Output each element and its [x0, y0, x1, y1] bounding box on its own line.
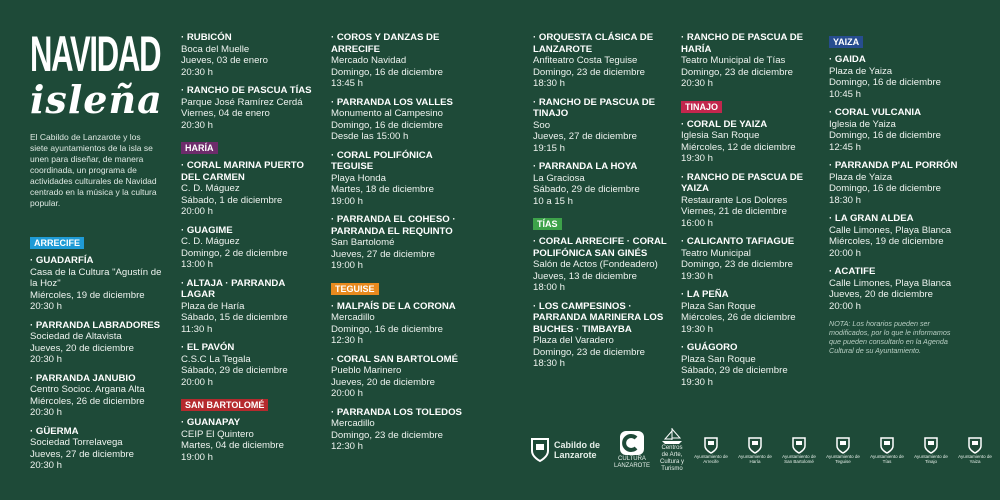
event-item	[331, 97, 471, 143]
event-item	[181, 85, 321, 131]
event-name: · LA GRAN ALDEA	[829, 213, 914, 224]
coat-of-arms-icon	[968, 436, 982, 454]
event-date: Domingo, 23 de diciembre	[681, 259, 793, 270]
coat-of-arms-icon	[792, 436, 806, 454]
event-time: 20:00 h	[181, 206, 214, 217]
event-date: Martes, 04 de diciembre	[181, 440, 284, 451]
event-item	[533, 32, 673, 90]
event-name: · ORQUESTA CLÁSICA DE LANZAROTE	[533, 32, 654, 55]
event-item	[331, 150, 471, 208]
event-time: 12:30 h	[331, 441, 364, 452]
event-time: 20:30 h	[30, 460, 63, 471]
event-time: 20:30 h	[181, 119, 214, 131]
event-place: Plaza San Roque	[681, 353, 756, 365]
centros-ship-icon	[660, 427, 684, 445]
event-item	[533, 97, 673, 155]
event-date: Jueves, 27 de diciembre	[30, 448, 134, 460]
event-place: Salón de Actos (Fondeadero)	[533, 259, 658, 270]
event-item	[331, 354, 471, 400]
event-time: 19:00 h	[181, 451, 214, 463]
event-date: Jueves, 27 de diciembre	[533, 131, 637, 142]
event-item	[30, 255, 170, 313]
event-date: Domingo, 23 de diciembre	[533, 346, 645, 358]
ayuntamiento-logo: Ayuntamiento de Tías	[870, 436, 904, 464]
event-time: 16:00 h	[681, 217, 714, 229]
event-place: Iglesia de Yaiza	[829, 118, 896, 130]
event-name: · CORAL SAN BARTOLOMÉ	[331, 353, 459, 365]
event-name: · GUAGIME	[181, 224, 233, 236]
event-place: Anfiteatro Costa Teguise	[533, 55, 638, 66]
note-text: NOTA: Los horarios pueden ser modificados, por lo que le informamos que pueden consultarlo en la Agenda Cultural de su Ayuntamiento.	[829, 319, 951, 355]
event-name: · LOS CAMPESINOS · PARRANDA MARINERA LOS BUCHES · TIMBAYBA	[533, 300, 664, 335]
event-place: Calle Limones, Playa Blanca	[829, 224, 952, 236]
event-place: Plaza del Varadero	[533, 335, 614, 346]
event-time: 18:30 h	[829, 194, 862, 206]
event-place: Casa de la Cultura "Agustín de la Hoz"	[30, 266, 162, 289]
event-date: Sábado, 1 de diciembre	[181, 194, 283, 206]
event-place: Pueblo Marinero	[331, 365, 402, 376]
event-name: · CORAL POLIFÓNICA TEGUISE	[331, 149, 433, 172]
event-date: Domingo, 16 de diciembre	[829, 183, 941, 194]
ayuntamiento-logo: Ayuntamiento de Arrecife	[694, 436, 728, 464]
event-time: 10 a 15 h	[533, 195, 574, 207]
event-place: Monumento al Campesino	[331, 108, 443, 119]
event-place: Plaza de Haría	[181, 300, 245, 312]
event-date: Jueves, 03 de enero	[181, 55, 268, 66]
event-place: Soo	[533, 119, 551, 131]
event-time: 10:45 h	[829, 88, 862, 100]
event-date: Domingo, 16 de diciembre	[331, 66, 443, 78]
municipality-badge: YAIZA	[829, 36, 863, 48]
event-date: Sábado, 15 de diciembre	[181, 312, 288, 323]
event-time: 18:30 h	[533, 358, 566, 369]
event-place: C. D. Máguez	[181, 236, 240, 247]
coat-of-arms-icon	[748, 436, 762, 454]
event-time: 20:30 h	[30, 354, 63, 365]
event-date: Miércoles, 26 de diciembre	[30, 395, 145, 407]
centros-logo: Centros de Arte, Cultura y Turismo	[660, 427, 684, 473]
title-islena: isleña	[30, 77, 163, 122]
event-time: 20:30 h	[681, 78, 714, 89]
event-place: Iglesia San Roque	[681, 130, 760, 141]
event-date: Domingo, 16 de diciembre	[829, 130, 941, 141]
event-name: · COROS Y DANZAS DE ARRECIFE	[331, 32, 440, 55]
event-name: · RANCHO DE PASCUA DE YAIZA	[681, 171, 804, 194]
cultura-logo: CULTURA LANZAROTE	[614, 430, 650, 470]
event-name: · CORAL ARRECIFE · CORAL POLIFÓNICA SAN GINÉS	[533, 236, 667, 259]
municipality-badge: TÍAS	[533, 218, 562, 230]
event-time: Desde las 15:00 h	[331, 131, 409, 142]
coat-of-arms-icon	[836, 436, 850, 454]
event-time: 18:30 h	[533, 78, 566, 89]
intro-text: El Cabildo de Lanzarote y los siete ayuntamientos de la isla se unen para diseñar, de manera coordinada, un programa de actividades culturales de Navidad centrado en la música y la cultura popular.	[30, 132, 157, 208]
event-name: · RUBICÓN	[181, 32, 232, 43]
event-item	[30, 320, 170, 366]
event-name: · GÜERMA	[30, 425, 79, 437]
municipality-badge: TEGUISE	[331, 283, 379, 295]
event-date: Domingo, 23 de diciembre	[681, 66, 793, 78]
event-place: San Bartolomé	[331, 237, 395, 248]
event-item	[829, 160, 974, 206]
event-time: 13:00 h	[181, 259, 214, 270]
event-time: 20:30 h	[30, 407, 63, 418]
event-date: Domingo, 16 de diciembre	[331, 323, 443, 335]
event-item	[829, 266, 974, 312]
ayuntamiento-logo: Ayuntamiento de Yaiza	[958, 436, 992, 464]
event-time: 11:30 h	[181, 323, 213, 335]
event-place: Mercadillo	[331, 312, 375, 323]
event-item	[829, 213, 974, 259]
event-item	[533, 161, 673, 207]
cultura-c-icon	[619, 430, 645, 456]
event-date: Martes, 18 de diciembre	[331, 184, 434, 195]
event-time: 13:45 h	[331, 78, 364, 89]
event-place: Parque José Ramírez Cerdá	[181, 96, 303, 108]
event-date: Miércoles, 19 de diciembre	[30, 289, 145, 301]
event-name: · CORAL VULCANIA	[829, 107, 922, 118]
event-name: · GUÁGORO	[681, 342, 738, 353]
event-item	[331, 407, 471, 453]
column-4	[533, 32, 673, 377]
event-place: Plaza San Roque	[681, 300, 756, 312]
event-date: Sábado, 29 de diciembre	[681, 365, 788, 376]
event-name: · GUANAPAY	[181, 417, 241, 428]
event-item	[829, 107, 974, 153]
event-name: · PARRANDA LA HOYA	[533, 161, 638, 172]
event-item	[331, 301, 471, 347]
event-item	[681, 32, 821, 90]
event-place: Mercado Navidad	[331, 55, 407, 66]
coat-of-arms-icon	[880, 436, 894, 454]
event-name: · ALTAJA · PARRANDA LAGAR	[181, 277, 285, 300]
event-place: Playa Honda	[331, 172, 386, 184]
event-item	[331, 214, 471, 272]
event-time: 12:45 h	[829, 141, 862, 153]
event-name: · GUADARFÍA	[30, 255, 94, 266]
event-item	[681, 172, 821, 230]
event-place: Mercadillo	[331, 418, 375, 429]
title-navidad: NAVIDAD	[30, 26, 161, 82]
event-date: Viernes, 04 de enero	[181, 108, 270, 119]
event-name: · RANCHO DE PASCUA DE TINAJO	[533, 96, 656, 119]
event-name: · PARRANDA P'AL PORRÓN	[829, 160, 958, 171]
event-time: 18:00 h	[533, 282, 566, 293]
event-name: · MALPAÍS DE LA CORONA	[331, 300, 456, 312]
event-place: Teatro Municipal	[681, 247, 751, 259]
event-place: Plaza de Yaiza	[829, 171, 893, 183]
event-name: · EL PAVÓN	[181, 342, 235, 353]
event-time: 20:00 h	[181, 376, 214, 388]
event-name: · LA PEÑA	[681, 289, 729, 300]
event-name: · CORAL DE YAIZA	[681, 118, 768, 130]
event-place: Restaurante Los Dolores	[681, 194, 788, 206]
event-date: Domingo, 23 de diciembre	[533, 66, 645, 78]
event-name: · PARRANDA LOS TOLEDOS	[331, 406, 462, 418]
event-place: Plaza de Yaiza	[829, 65, 893, 77]
event-place: Sociedad de Altavista	[30, 331, 122, 342]
event-item	[681, 289, 821, 335]
event-date: Domingo, 2 de diciembre	[181, 247, 288, 259]
event-date: Sábado, 29 de diciembre	[533, 184, 640, 195]
ayuntamiento-logo: Ayuntamiento de Teguise	[826, 436, 860, 464]
municipality-badge: ARRECIFE	[30, 237, 84, 249]
event-date: Sábado, 29 de diciembre	[181, 365, 288, 376]
event-item	[181, 160, 321, 218]
event-date: Miércoles, 19 de diciembre	[829, 236, 944, 247]
event-date: Domingo, 16 de diciembre	[829, 77, 941, 88]
event-item	[681, 236, 821, 282]
event-item	[181, 342, 321, 388]
event-place: CEIP El Quintero	[181, 428, 254, 440]
event-name: · CALICANTO TAFIAGUE	[681, 236, 795, 247]
event-item	[681, 342, 821, 388]
event-item	[181, 32, 321, 78]
cabildo-shield-icon	[530, 437, 550, 463]
logo-strip	[530, 430, 992, 472]
event-item	[181, 225, 321, 271]
event-item	[681, 119, 821, 165]
ayuntamiento-logo: Ayuntamiento de Tinajo	[914, 436, 948, 464]
event-time: 19:15 h	[533, 142, 566, 154]
event-date: Miércoles, 12 de diciembre	[681, 141, 796, 153]
event-time: 20:30 h	[181, 66, 214, 78]
branding	[30, 26, 163, 209]
event-date: Jueves, 27 de diciembre	[331, 248, 435, 260]
event-item	[829, 54, 974, 100]
event-date: Domingo, 16 de diciembre	[331, 119, 443, 131]
event-place: Boca del Muelle	[181, 43, 250, 55]
event-name: · PARRANDA JANUBIO	[30, 372, 136, 384]
event-date: Viernes, 21 de diciembre	[681, 206, 787, 217]
event-place: Centro Socioc. Argana Alta	[30, 384, 145, 395]
event-time: 19:00 h	[331, 195, 364, 207]
municipality-badge: HARÍA	[181, 142, 218, 154]
event-name: · PARRANDA LOS VALLES	[331, 96, 453, 108]
event-date: Jueves, 20 de diciembre	[331, 376, 435, 388]
event-date: Miércoles, 26 de diciembre	[681, 312, 796, 323]
event-item	[30, 426, 170, 472]
event-item	[331, 32, 471, 90]
event-item	[181, 278, 321, 336]
ayuntamiento-logo: Ayuntamiento de Haría	[738, 436, 772, 464]
event-item	[533, 301, 673, 370]
event-place: C. D. Máguez	[181, 183, 240, 194]
event-name: · RANCHO DE PASCUA TÍAS	[181, 85, 312, 96]
event-date: Jueves, 20 de diciembre	[829, 289, 933, 300]
column-yaiza	[829, 32, 974, 355]
event-time: 20:00 h	[829, 300, 862, 312]
event-name: · CORAL MARINA PUERTO DEL CARMEN	[181, 160, 304, 183]
column-arrecife	[30, 233, 170, 479]
event-place: Calle Limones, Playa Blanca	[829, 277, 952, 289]
event-place: Teatro Municipal de Tías	[681, 55, 786, 66]
event-date: Jueves, 13 de diciembre	[533, 270, 637, 282]
event-date: Jueves, 20 de diciembre	[30, 342, 134, 354]
municipality-badge: SAN BARTOLOMÉ	[181, 399, 268, 411]
cabildo-logo: Cabildo de Lanzarote	[530, 437, 604, 463]
column-5	[681, 32, 821, 395]
coat-of-arms-icon	[924, 436, 938, 454]
event-name: · GAIDA	[829, 54, 866, 65]
event-place: C.S.C La Tegala	[181, 353, 251, 365]
event-time: 20:00 h	[331, 388, 364, 399]
event-name: · RANCHO DE PASCUA DE HARÍA	[681, 32, 804, 55]
event-name: · PARRANDA EL COHESO · PARRANDA EL REQUINTO	[331, 214, 456, 237]
event-time: 20:00 h	[829, 247, 862, 259]
coat-of-arms-icon	[704, 436, 718, 454]
event-time: 19:30 h	[681, 323, 714, 335]
event-date: Domingo, 23 de diciembre	[331, 429, 443, 441]
event-time: 19:30 h	[681, 376, 714, 388]
column-3	[331, 32, 471, 460]
ayuntamiento-logo: Ayuntamiento de San Bartolomé	[782, 436, 816, 464]
event-item	[181, 417, 321, 463]
event-item	[533, 236, 673, 294]
event-time: 19:30 h	[681, 153, 714, 164]
event-time: 19:00 h	[331, 260, 364, 271]
municipality-badge: TINAJO	[681, 101, 722, 113]
event-name: · ACATIFE	[829, 266, 876, 277]
event-item	[30, 373, 170, 419]
event-time: 20:30 h	[30, 301, 63, 312]
event-time: 19:30 h	[681, 270, 714, 282]
event-time: 12:30 h	[331, 335, 364, 346]
event-name: · PARRANDA LABRADORES	[30, 319, 161, 331]
event-place: La Graciosa	[533, 172, 585, 184]
column-2	[181, 32, 321, 470]
event-place: Sociedad Torrelavega	[30, 437, 123, 448]
